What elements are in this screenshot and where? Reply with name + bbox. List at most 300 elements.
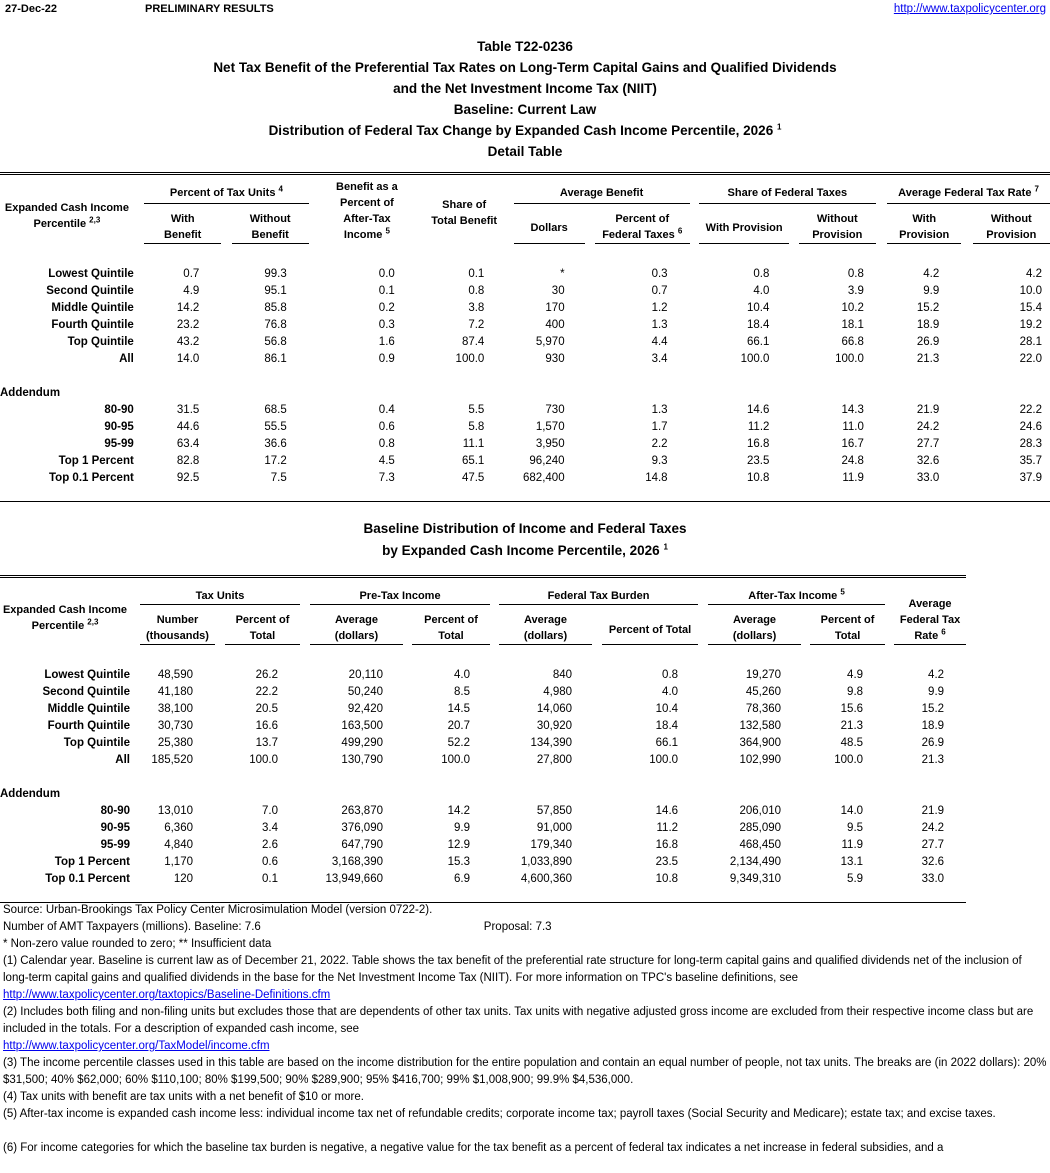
table-cell: 22.2 (1019, 403, 1042, 416)
table-cell: 45,260 (745, 686, 782, 698)
footnote-2: (2) Includes both filing and non-filing units but excludes those that are dependents of other tax units. Tax units with negative adjusted gross income are excluded from their respective income class but are included in the totals. For a description of expanded cash income, see (3, 1006, 1034, 1035)
table-row-addendum (0, 837, 966, 854)
table-cell: 468,450 (739, 839, 782, 851)
table-cell: 5.8 (468, 420, 485, 433)
table-cell: 85.8 (264, 301, 287, 314)
table-cell: 9.9 (454, 822, 471, 834)
row-label: 80-90 (100, 805, 130, 817)
table-cell: 15.2 (916, 301, 940, 314)
table-cell: 10.8 (747, 471, 770, 484)
table-cell: 4.0 (662, 686, 679, 698)
table-cell: 132,580 (739, 720, 782, 732)
table-cell: 21.9 (916, 403, 940, 416)
table-cell: 2.2 (651, 437, 668, 450)
table-cell: 57,850 (536, 805, 573, 817)
table-cell: 20.7 (447, 720, 471, 732)
table-cell: 1,570 (535, 420, 565, 433)
table-cell: 14.3 (841, 403, 864, 416)
col-rate-without-provision: Without Provision (973, 203, 1050, 243)
table-cell: 11.9 (842, 471, 864, 484)
table-cell: 27.7 (916, 437, 940, 450)
table-cell: 20.5 (255, 703, 278, 715)
table-row (0, 667, 966, 684)
table-cell: 24.6 (1019, 420, 1042, 433)
table-cell: 0.1 (262, 873, 278, 885)
row-label: Fourth Quintile (47, 720, 130, 732)
table-cell: 24.2 (916, 420, 940, 433)
table-row-addendum (0, 854, 966, 871)
table-cell: 730 (545, 403, 565, 416)
addendum-label: Addendum (0, 386, 61, 399)
table-cell: 44.6 (176, 420, 200, 433)
table-cell: 7.3 (378, 471, 395, 484)
table-cell: 22.0 (1019, 352, 1042, 365)
table-cell: 9,349,310 (729, 873, 782, 885)
source-note: Source: Urban-Brookings Tax Policy Center Microsimulation Model (version 0722-2). (3, 904, 433, 916)
table-cell: 4.0 (753, 284, 770, 297)
table-cell: 38,100 (157, 703, 193, 715)
table-row-addendum (0, 402, 1050, 419)
table-cell: 0.8 (468, 284, 485, 297)
report-date: 27-Dec-22 (5, 3, 57, 15)
table-cell: 18.9 (921, 720, 945, 732)
table-cell: 0.8 (378, 437, 395, 450)
table-cell: 4.9 (183, 284, 200, 297)
col2-burden-average: Average (dollars) (499, 605, 592, 645)
table-cell: 5.5 (468, 403, 485, 416)
table-cell: 100.0 (835, 352, 864, 365)
footnote-3: (3) The income percentile classes used in this table are based on the income distribution for the entire population and contain an equal number of people, not tax units. The breaks are (in 2022 dollars): 20% $31,500; 40% $62,000; 60% $110,100; 80% $199,500; 90% $289,900; 95% $416,700; 99% $1,008,900; 99.9% $4,536,000. (3, 1057, 1047, 1086)
table-cell: 21.9 (921, 805, 945, 817)
table-cell: 647,790 (341, 839, 383, 851)
col2-burden-pct-total: Percent of Total (602, 605, 698, 645)
table-cell: 27,800 (536, 754, 573, 766)
table-cell: 26.9 (921, 737, 945, 749)
table-cell: 18.9 (916, 318, 940, 331)
table-cell: 14.0 (840, 805, 864, 817)
table-cell: 4.2 (1026, 267, 1042, 280)
benefit-distribution-table (0, 172, 1050, 502)
table-cell: 376,090 (341, 822, 383, 834)
table-cell: 28.3 (1019, 437, 1042, 450)
table-cell: 23.2 (176, 318, 200, 331)
table-cell: 16.8 (747, 437, 770, 450)
col-group-avg-tax-rate: Average Federal Tax Rate $^7$ (887, 174, 1050, 204)
table-cell: 18.4 (655, 720, 679, 732)
table-cell: 14.6 (655, 805, 679, 817)
col2-aftertax-average: Average (dollars) (708, 605, 801, 645)
row-label: Middle Quintile (51, 301, 134, 314)
table-cell: 78,360 (745, 703, 782, 715)
table-cell: 364,900 (739, 737, 782, 749)
table-row-addendum (0, 453, 1050, 470)
table-cell: 14.6 (747, 403, 770, 416)
amt-note: Number of AMT Taxpayers (millions). Baseline: 7.6 Proposal: 7.3 (3, 921, 552, 933)
table-cell: 15.6 (840, 703, 864, 715)
row-label: 95-99 (100, 839, 130, 851)
table-cell: 11.9 (841, 839, 864, 851)
table-cell: 76.8 (264, 318, 287, 331)
row-label: Middle Quintile (47, 703, 130, 715)
table-cell: 179,340 (530, 839, 573, 851)
table-cell: 4,980 (543, 686, 573, 698)
table-cell: 930 (545, 352, 565, 365)
table-cell: 0.8 (753, 267, 770, 280)
table-row (0, 701, 966, 718)
table-cell: 86.1 (264, 352, 287, 365)
table-cell: 170 (545, 301, 565, 314)
col-percentile: Expanded Cash Income Percentile $^{2,3}$ (0, 174, 134, 244)
table-cell: 100.0 (441, 754, 471, 766)
table-cell: 30,730 (157, 720, 193, 732)
table-cell: 13.7 (255, 737, 278, 749)
table-cell: 11.0 (842, 420, 864, 433)
table-cell: 1.3 (651, 318, 668, 331)
row-label: Top 1 Percent (54, 856, 130, 868)
table-cell: 55.5 (264, 420, 287, 433)
table-cell: 15.4 (1019, 301, 1042, 314)
table-cell: 840 (552, 669, 573, 681)
table-row (0, 718, 966, 735)
table-cell: 0.8 (847, 267, 864, 280)
table-cell: 12.9 (447, 839, 471, 851)
table-cell: 47.5 (461, 471, 485, 484)
col2-pretax-pct-total: Percent of Total (412, 605, 490, 645)
col2-pretax-average: Average (dollars) (310, 605, 403, 645)
table-cell: 33.0 (921, 873, 945, 885)
row-label: Top 0.1 Percent (49, 471, 134, 484)
table-row (0, 334, 1050, 351)
table-cell: 0.3 (651, 267, 668, 280)
table-row (0, 317, 1050, 334)
table-cell: 185,520 (151, 754, 193, 766)
table-cell: 30,920 (536, 720, 573, 732)
table-cell: 14.2 (447, 805, 471, 817)
table-cell: 31.5 (176, 403, 200, 416)
table-cell: 16.8 (655, 839, 679, 851)
table-cell: 18.1 (841, 318, 864, 331)
table-cell: 66.8 (841, 335, 864, 348)
table-cell: 21.3 (916, 352, 940, 365)
table-cell: 0.6 (262, 856, 278, 868)
table-cell: 1,170 (164, 856, 193, 868)
col-group-average-benefit: Average Benefit (514, 174, 690, 204)
table-cell: 3.4 (262, 822, 278, 834)
addendum-label: Addendum (0, 788, 61, 800)
table-cell: 0.1 (468, 267, 485, 280)
table-cell: 23.5 (747, 454, 770, 467)
row-label: 95-99 (104, 437, 134, 450)
row-label: Second Quintile (42, 686, 130, 698)
table-cell: 9.3 (651, 454, 668, 467)
table-cell: 0.9 (378, 352, 395, 365)
table-cell: 4.2 (923, 267, 940, 280)
col-with-provision: With Provision (699, 203, 790, 243)
table-cell: 4,840 (164, 839, 193, 851)
table-cell: 163,500 (341, 720, 383, 732)
table-cell: 14.5 (447, 703, 471, 715)
table-cell: 5,970 (535, 335, 565, 348)
col-without-provision: Without Provision (799, 203, 876, 243)
table-cell: 9.9 (928, 686, 945, 698)
table-cell: 26.2 (255, 669, 278, 681)
col-group-share-federal-taxes: Share of Federal Taxes (699, 174, 876, 204)
table-cell: 50,240 (347, 686, 383, 698)
table-cell: 68.5 (264, 403, 287, 416)
table-cell: 4.9 (847, 669, 864, 681)
table-cell: 10.2 (841, 301, 864, 314)
table-cell: 5.9 (847, 873, 864, 885)
table-cell: 92.5 (176, 471, 200, 484)
table-cell: 28.1 (1019, 335, 1042, 348)
table-cell: 17.2 (264, 454, 287, 467)
table-cell: 0.7 (651, 284, 668, 297)
title-line-1: Net Tax Benefit of the Preferential Tax Rates on Long-Term Capital Gains and Qualified Dividends (213, 60, 837, 75)
table-row-addendum (0, 803, 966, 820)
row-label: All (119, 352, 134, 365)
footnote-1: (1) Calendar year. Baseline is current law as of December 21, 2022. Table shows the tax benefit of the preferential rate structure for long-term capital gains and qualified dividends net of the inclusion of long-term capital gains and qualified dividends in the base for the Net Investment Income Tax (NIIT). For more information on TPC's baseline definitions, see (3, 955, 1022, 984)
table-cell: 102,990 (739, 754, 782, 766)
col2-aftertax-pct-total: Percent of Total (810, 605, 885, 645)
col-benefit-pct-aftertax: Benefit as a Percent of After-Tax Income $^5$ (319, 174, 415, 244)
table-cell: 499,290 (341, 737, 383, 749)
table-row (0, 351, 1050, 368)
table-cell: 0.7 (183, 267, 200, 280)
col2-group-tax-units: Tax Units (140, 577, 300, 605)
table-cell: 206,010 (739, 805, 782, 817)
table-cell: 4.2 (928, 669, 945, 681)
table-row-addendum (0, 820, 966, 837)
row-label: Second Quintile (46, 284, 134, 297)
table-cell: 0.3 (378, 318, 395, 331)
table-cell: 48,590 (157, 669, 193, 681)
table-cell: 4.5 (378, 454, 395, 467)
table-cell: 20,110 (348, 669, 383, 681)
row-label: Top Quintile (63, 737, 130, 749)
row-label: All (115, 754, 130, 766)
table-cell: 2,134,490 (729, 856, 782, 868)
table-cell: 65.1 (461, 454, 485, 467)
table-cell: 22.2 (255, 686, 278, 698)
star-note: * Non-zero value rounded to zero; ** Insufficient data (3, 938, 272, 950)
table-cell: 56.8 (264, 335, 287, 348)
col2-number: Number (thousands) (140, 605, 215, 645)
col-share-total-benefit: Share of Total Benefit (424, 174, 504, 244)
table-cell: 6,360 (164, 822, 193, 834)
table-cell: 13.1 (840, 856, 864, 868)
table-cell: 14.8 (645, 471, 668, 484)
table-cell: 2.6 (262, 839, 278, 851)
col2-percentile: Expanded Cash Income Percentile $^{2,3}$ (0, 577, 130, 645)
baseline-definitions-link[interactable]: http://www.taxpolicycenter.org/taxtopics/Baseline-Definitions.cfm (3, 989, 331, 1001)
table-cell: 100.0 (834, 754, 864, 766)
table-cell: 0.2 (378, 301, 395, 314)
title-line-4: Distribution of Federal Tax Change by Expanded Cash Income Percentile, 2026 $^1$ (268, 122, 782, 138)
table-cell: 27.7 (921, 839, 945, 851)
table-cell: 30 (551, 284, 565, 297)
row-label: 80-90 (104, 403, 134, 416)
table-cell: 682,400 (523, 471, 565, 484)
table-cell: 32.6 (921, 856, 945, 868)
table-cell: 25,380 (157, 737, 193, 749)
table2-header-row-1 (0, 577, 966, 605)
table-cell: 18.4 (747, 318, 770, 331)
table-cell: 130,790 (341, 754, 383, 766)
table-cell: 10.0 (1019, 284, 1042, 297)
table-cell: 15.3 (447, 856, 471, 868)
title-line-5: Detail Table (487, 144, 563, 159)
table-cell: 21.3 (840, 720, 864, 732)
table-cell: 10.4 (655, 703, 679, 715)
table-cell: 32.6 (916, 454, 940, 467)
table-cell: 52.2 (447, 737, 471, 749)
table-cell: 0.4 (378, 403, 395, 416)
table-cell: 66.1 (655, 737, 679, 749)
row-label: Lowest Quintile (44, 669, 130, 681)
table-cell: 285,090 (739, 822, 782, 834)
col2-group-pretax-income: Pre-Tax Income (310, 577, 490, 605)
table-cell: 120 (173, 873, 193, 885)
table-cell: 100.0 (455, 352, 485, 365)
footnote-6: (6) For income categories for which the baseline tax burden is negative, a negative value for the tax benefit as a percent of federal tax indicates a net increase in federal subsidies, and a (3, 1142, 944, 1154)
col-dollars: Dollars (514, 203, 585, 243)
table-cell: 10.8 (655, 873, 679, 885)
table-cell: 35.7 (1019, 454, 1042, 467)
table-cell: 1.6 (378, 335, 395, 348)
table-cell: 3,950 (535, 437, 565, 450)
table-cell: 63.4 (176, 437, 200, 450)
col-with-benefit: With Benefit (144, 203, 221, 243)
footnote-5: (5) After-tax income is expanded cash income less: individual income tax net of refundable credits; corporate income tax; payroll taxes (Social Security and Medicare); estate tax; and excise taxes. (3, 1108, 996, 1120)
table-cell: 0.1 (378, 284, 395, 297)
table-cell: 43.2 (176, 335, 200, 348)
table-cell: 0.6 (378, 420, 395, 433)
table-cell: 37.9 (1019, 471, 1042, 484)
table-cell: 4.4 (651, 335, 668, 348)
table-cell: 7.0 (262, 805, 278, 817)
table-cell: 14.2 (176, 301, 200, 314)
row-label: 90-95 (100, 822, 130, 834)
table-cell: 1.3 (651, 403, 668, 416)
income-model-link[interactable]: http://www.taxpolicycenter.org/TaxModel/income.cfm (3, 1040, 270, 1052)
row-label: Top 0.1 Percent (45, 873, 130, 885)
table-cell: 87.4 (461, 335, 485, 348)
title-line-2: and the Net Investment Income Tax (NIIT) (393, 81, 657, 96)
table-cell: 92,420 (347, 703, 383, 715)
row-label: Top 1 Percent (58, 454, 134, 467)
table-row-addendum (0, 871, 966, 888)
table-cell: 3.4 (651, 352, 668, 365)
col-without-benefit: Without Benefit (232, 203, 309, 243)
baseline-distribution-table (0, 575, 966, 903)
table2-header-row-2 (0, 605, 966, 645)
table-cell: 6.9 (454, 873, 471, 885)
col-pct-federal-taxes: Percent of Federal Taxes $^6$ (595, 203, 690, 243)
status-label: PRELIMINARY RESULTS (145, 3, 274, 15)
table-cell: 11.2 (656, 822, 679, 834)
table-cell: 19.2 (1019, 318, 1042, 331)
table-cell: 263,870 (341, 805, 383, 817)
table-cell: 134,390 (530, 737, 573, 749)
table-cell: * (560, 267, 565, 280)
table-cell: 24.8 (841, 454, 864, 467)
table-row (0, 300, 1050, 317)
table-cell: 8.5 (454, 686, 471, 698)
row-label: 90-95 (104, 420, 134, 433)
table-cell: 96,240 (529, 454, 565, 467)
footnote-4: (4) Tax units with benefit are tax units with a net benefit of $10 or more. (3, 1091, 364, 1103)
table-cell: 400 (545, 318, 565, 331)
table-cell: 9.8 (847, 686, 864, 698)
row-label: Fourth Quintile (51, 318, 134, 331)
table-cell: 15.2 (921, 703, 945, 715)
table-row-addendum (0, 470, 1050, 487)
table-cell: 3.9 (847, 284, 864, 297)
table-row-addendum (0, 436, 1050, 453)
table-id: Table T22-0236 (477, 39, 573, 54)
table-cell: 14.0 (176, 352, 200, 365)
table-cell: 41,180 (157, 686, 193, 698)
footnotes (3, 902, 1048, 1157)
table-cell: 16.6 (255, 720, 278, 732)
col2-group-fed-burden: Federal Tax Burden (499, 577, 698, 605)
table-cell: 14,060 (536, 703, 573, 715)
table-cell: 1.2 (651, 301, 668, 314)
table-cell: 82.8 (176, 454, 200, 467)
table-row (0, 752, 966, 769)
section2-title: Baseline Distribution of Income and Federal Taxes by Expanded Cash Income Percentile, 2026 $^1$ (363, 521, 687, 558)
table-cell: 21.3 (921, 754, 945, 766)
table-cell: 9.9 (923, 284, 940, 297)
table-cell: 48.5 (840, 737, 864, 749)
table-row (0, 266, 1050, 283)
table-cell: 100.0 (740, 352, 770, 365)
col2-avg-fed-rate: Average Federal Tax Rate $^6$ (894, 577, 966, 645)
table-cell: 1.7 (651, 420, 668, 433)
col-rate-with-provision: With Provision (887, 203, 961, 243)
table-header-row-1 (0, 174, 1050, 204)
title-line-3: Baseline: Current Law (453, 102, 597, 117)
table-cell: 11.2 (747, 420, 770, 433)
table-cell: 99.3 (264, 267, 287, 280)
tpc-link[interactable]: http://www.taxpolicycenter.org (893, 3, 1046, 15)
table-row (0, 735, 966, 752)
table-cell: 11.1 (462, 437, 485, 450)
table-cell: 91,000 (536, 822, 573, 834)
table-cell: 7.2 (468, 318, 485, 331)
table-cell: 10.4 (747, 301, 770, 314)
table-cell: 33.0 (916, 471, 940, 484)
table-cell: 26.9 (916, 335, 940, 348)
table-cell: 66.1 (747, 335, 770, 348)
table-cell: 24.2 (921, 822, 945, 834)
table-cell: 95.1 (264, 284, 287, 297)
table-cell: 13,949,660 (325, 873, 383, 885)
row-label: Top Quintile (67, 335, 134, 348)
table-header-row-2 (0, 203, 1050, 243)
col-group-pct-tax-units: Percent of Tax Units $^4$ (144, 174, 309, 204)
table-cell: 0.8 (662, 669, 679, 681)
table-cell: 7.5 (270, 471, 287, 484)
table-cell: 3.8 (468, 301, 485, 314)
table-cell: 16.7 (841, 437, 864, 450)
title-block (0, 36, 1050, 162)
col2-pct-total: Percent of Total (225, 605, 300, 645)
table-row-addendum (0, 419, 1050, 436)
table-row (0, 684, 966, 701)
table-row (0, 283, 1050, 300)
table-cell: 1,033,890 (520, 856, 573, 868)
